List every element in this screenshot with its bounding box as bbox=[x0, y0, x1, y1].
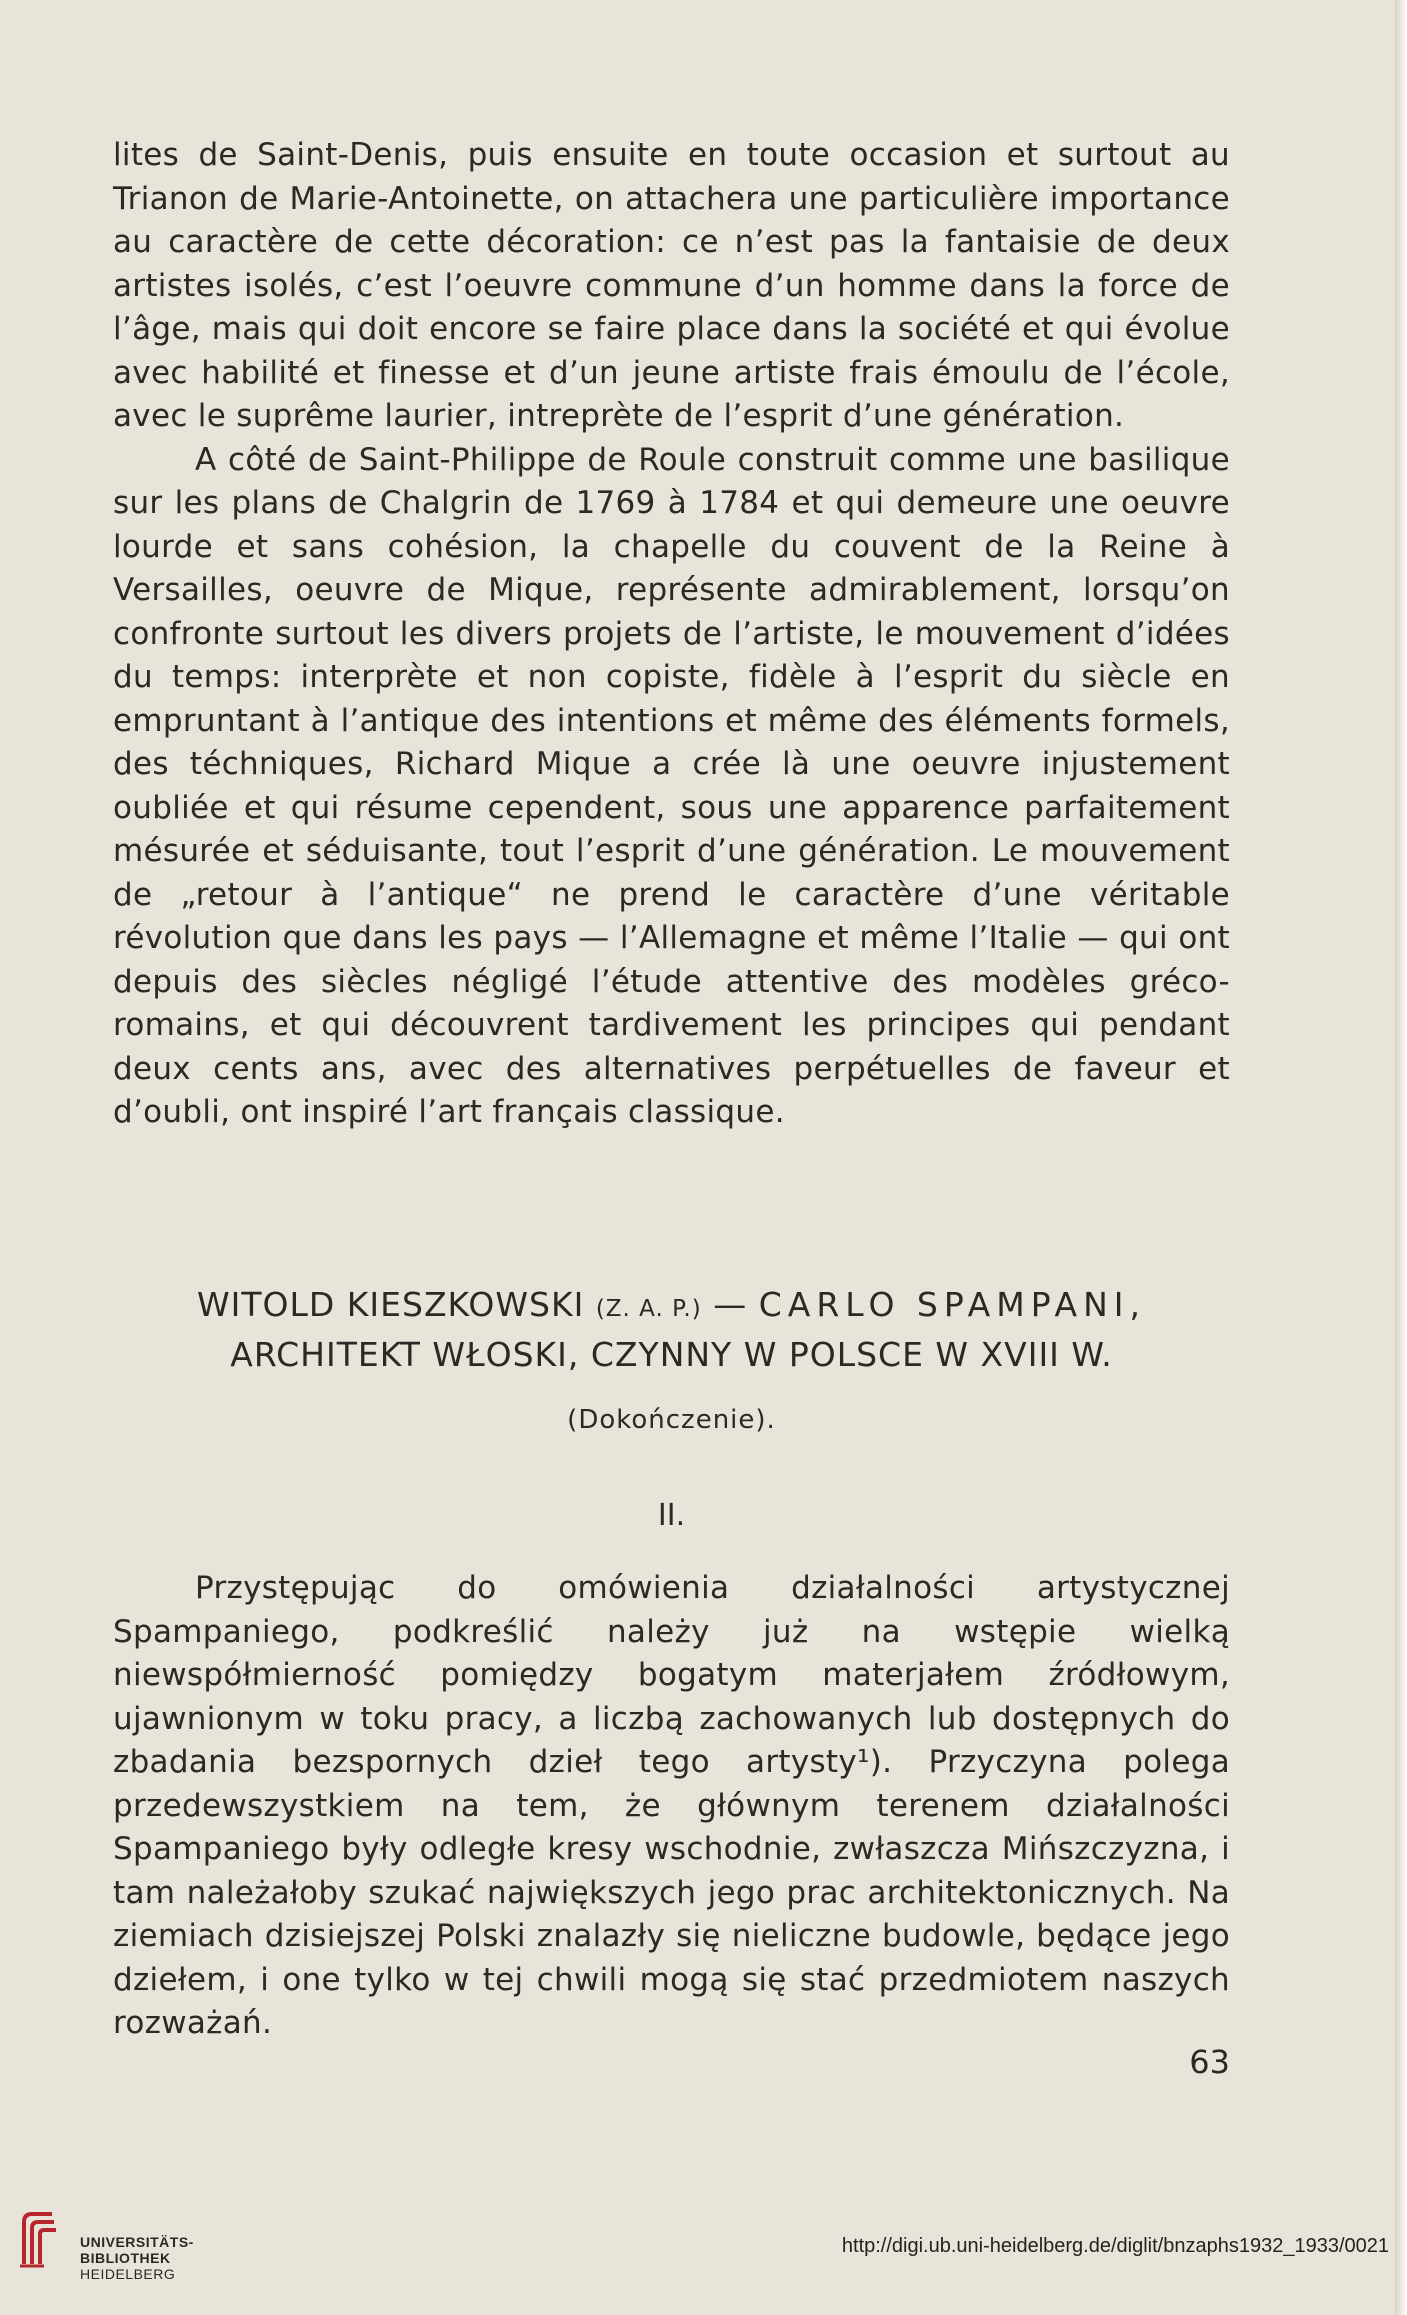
library-name-line-2: BIBLIOTHEK bbox=[80, 2250, 171, 2266]
article-subtitle: (Dokończenie). bbox=[567, 1405, 776, 1435]
polish-text-block bbox=[113, 1567, 1230, 2046]
article-title-part-1: CARLO SPAMPANI, bbox=[758, 1285, 1146, 1324]
polish-paragraph-1: Przystępując do omówienia działalności artystycznej Spampaniego, podkreślić należy już na wstępie wielką niewspółmierność pomiędzy bogatym materjałem źródłowym, ujawnionym w toku pracy, a liczbą zachowanych lub dostępnych do zbadania bezspornych dzieł tego artysty¹). Przyczyna polega przedewszystkiem na tem, że głównym terenem działalności Spampaniego były odległe kresy wschodnie, zwłaszcza Mińszczyzna, i tam należałoby szukać największych jego prac architektonicznych. Na ziemiach dzisiejszej Polski znalazły się nieliczne budowle, będące jego dziełem, i one tylko w tej chwili mogą się stać przedmiotem naszych rozważań. bbox=[113, 1570, 1230, 2041]
author-name: WITOLD KIESZKOWSKI bbox=[197, 1285, 585, 1324]
heading-separator: — bbox=[713, 1285, 748, 1324]
page-edge bbox=[1395, 0, 1407, 2315]
article-title-part-2: ARCHITEKT WŁOSKI, CZYNNY W POLSCE W XVIII W. bbox=[230, 1335, 1113, 1374]
french-paragraph-2: A côté de Saint-Philippe de Roule construit comme une basilique sur les plans de Chalgrin de 1769 à 1784 et qui demeure une oeuvre lourde et sans cohésion, la chapelle du couvent de la Reine à Versailles, oeuvre de Mique, représente admirablement, lorsqu’on confronte surtout les divers projets de l’artiste, le mouvement d’idées du temps: interprète et non copiste, fidèle à l’esprit du siècle en empruntant à l’antique des intentions et même des éléments formels, des téchniques, Richard Mique a crée là une oeuvre injustement oubliée et qui résume cependent, sous une apparence parfaitement mésurée et séduisante, tout l’esprit d’une génération. Le mouvement de „retour à l’antique“ ne prend le caractère d’une véritable révolution que dans les pays — l’Allemagne et même l’Italie — qui ont depuis des siècles négligé l’étude attentive des modèles gréco-romains, et qui découvrent tardivement les principes qui pendant deux cents ans, avec des alternatives perpétuelles de faveur et d’oubli, ont inspiré l’art français classique. bbox=[113, 441, 1230, 1130]
library-name bbox=[80, 2234, 194, 2282]
page-number: 63 bbox=[1189, 2043, 1230, 2081]
french-text-block bbox=[113, 134, 1230, 1135]
french-paragraph-1: lites de Saint-Denis, puis ensuite en toute occasion et surtout au Trianon de Marie-Antoinette, on attachera une particulière importance au caractère de cette décoration: ce n’est pas la fantaisie de deux artistes isolés, c’est l’oeuvre commune d’un homme dans la force de l’âge, mais qui doit encore se faire place dans la société et qui évolue avec habilité et finesse et d’un jeune artiste frais émoulu de l’école, avec le suprême laurier, intreprète de l’esprit d’une génération. bbox=[113, 137, 1230, 434]
library-name-line-1: UNIVERSITÄTS- bbox=[80, 2234, 194, 2250]
source-url-link[interactable]: http://digi.ub.uni-heidelberg.de/diglit/bnzaphs1932_1933/0021 bbox=[841, 2235, 1389, 2257]
article-heading bbox=[113, 1282, 1230, 1378]
library-name-line-3: HEIDELBERG bbox=[80, 2266, 176, 2282]
section-number: II. bbox=[657, 1498, 686, 1533]
author-note: (Z. A. P.) bbox=[595, 1296, 702, 1322]
heading-line-1 bbox=[113, 1282, 1230, 1332]
university-library-logo-icon bbox=[16, 2208, 60, 2270]
